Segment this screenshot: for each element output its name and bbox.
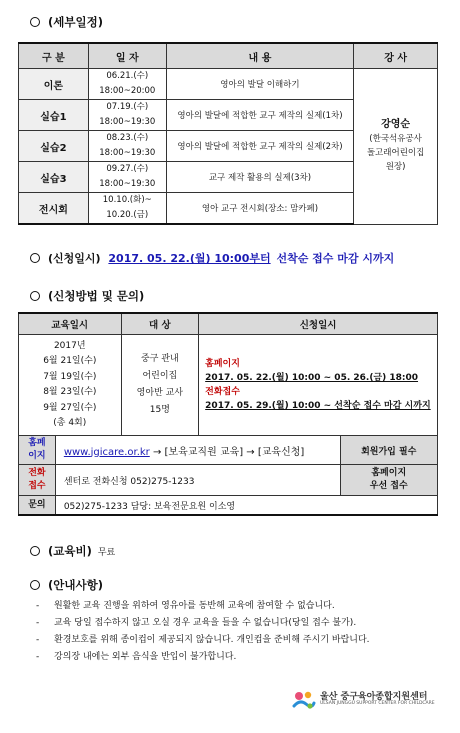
section-schedule-title: (세부일정) bbox=[30, 14, 103, 30]
header-date: 일 자 bbox=[88, 43, 166, 69]
apply-start-date: 2017. 05. 22.(월) 10:00부터 bbox=[108, 252, 271, 265]
edu-dates-cell: 2017년 6월 21일(수) 7월 19일(수) 8월 23일(수) 9월 27일(수) (총 4회) bbox=[19, 335, 122, 436]
homepage-link[interactable]: www.jgicare.or.kr bbox=[63, 446, 150, 458]
circle-bullet-icon bbox=[30, 546, 40, 556]
header-edu-date: 교육일시 bbox=[19, 313, 122, 335]
row-content: 영아의 발달에 적합한 교구 제작의 실제(1차) bbox=[166, 100, 353, 131]
inquiry-row bbox=[19, 496, 438, 516]
list-item: - 강의장 내에는 외부 음식을 반입이 불가합니다. bbox=[36, 652, 237, 662]
phone-row bbox=[19, 465, 438, 496]
phone-apply-label: 전화접수 bbox=[205, 387, 240, 397]
section-fee: (교육비) 무료 bbox=[30, 543, 115, 559]
phone-apply-period: 2017. 05. 29.(월) 10:00 ~ 선착순 접수 마감 시까지 bbox=[205, 401, 431, 411]
header-lecturer: 강 사 bbox=[354, 43, 438, 69]
list-item: - 교육 당일 접수하지 않고 오실 경우 교육을 들을 수 없습니다(당일 접수 불가). bbox=[36, 618, 357, 628]
center-logo-subtitle: ULSAN JUNGGU SUPPORT CENTER FOR CHILDCARE bbox=[320, 701, 435, 706]
apply-period-cell bbox=[199, 335, 438, 436]
circle-bullet-icon bbox=[30, 17, 40, 27]
table-row bbox=[19, 69, 438, 100]
signup-required-note: 회원가입 필수 bbox=[340, 436, 438, 465]
row-name: 전시회 bbox=[19, 193, 89, 225]
header-content: 내 용 bbox=[166, 43, 353, 69]
circle-bullet-icon bbox=[30, 253, 40, 263]
inquiry-label: 문의 bbox=[19, 496, 56, 516]
section-apply-method-title: (신청방법 및 문의) bbox=[30, 288, 144, 304]
row-name: 실습2 bbox=[19, 131, 89, 162]
row-name: 이론 bbox=[19, 69, 89, 100]
row-content: 영아의 발달 이해하기 bbox=[166, 69, 353, 100]
apply-deadline-text: 선착순 접수 마감 시까지 bbox=[276, 252, 395, 265]
phone-label: 전화 접수 bbox=[19, 465, 56, 496]
circle-bullet-icon bbox=[30, 291, 40, 301]
home-apply-label: 홈페이지 bbox=[205, 359, 240, 369]
schedule-header-row bbox=[19, 43, 438, 69]
lecturer-name: 강영순 bbox=[381, 119, 411, 131]
apply-table bbox=[18, 312, 438, 516]
row-date: 10.10.(화)~ 10.20.(금) bbox=[88, 193, 166, 225]
row-content: 영아 교구 전시회(장소: 맘카페) bbox=[166, 193, 353, 225]
row-content: 교구 제작 활용의 실제(3차) bbox=[166, 162, 353, 193]
row-date: 08.23.(수) 18:00~19:30 bbox=[88, 131, 166, 162]
homepage-row bbox=[19, 436, 438, 465]
notice-list bbox=[36, 598, 370, 666]
apply-header-row bbox=[19, 313, 438, 335]
schedule-table bbox=[18, 42, 438, 225]
row-name: 실습1 bbox=[19, 100, 89, 131]
phone-apply-text: 센터로 전화신청 052)275-1233 bbox=[55, 465, 340, 496]
center-logo-name: 울산 중구육아종합지원센터 bbox=[320, 692, 428, 702]
home-apply-period: 2017. 05. 22.(월) 10:00 ~ 05. 26.(금) 18:00 bbox=[205, 373, 419, 383]
row-date: 09.27.(수) 18:00~19:30 bbox=[88, 162, 166, 193]
row-content: 영아의 발달에 적합한 교구 제작의 실제(2차) bbox=[166, 131, 353, 162]
homepage-path bbox=[55, 436, 340, 465]
row-date: 06.21.(수) 18:00~20:00 bbox=[88, 69, 166, 100]
row-name: 실습3 bbox=[19, 162, 89, 193]
header-target: 대 상 bbox=[121, 313, 199, 335]
fee-value: 무료 bbox=[97, 548, 116, 558]
homepage-menu-path: → [보육교직원 교육] → [교육신청] bbox=[152, 446, 305, 458]
homepage-label: 홈페 이지 bbox=[19, 436, 56, 465]
list-item: - 원활한 교육 진행을 위하여 영유아를 동반해 교육에 참여할 수 없습니다. bbox=[36, 601, 335, 611]
center-logo-icon bbox=[292, 688, 316, 712]
row-date: 07.19.(수) 18:00~19:30 bbox=[88, 100, 166, 131]
circle-bullet-icon bbox=[30, 580, 40, 590]
homepage-priority-note: 홈페이지 우선 접수 bbox=[340, 465, 438, 496]
lecturer-cell: 강영순 (한국석유공사 돌고래어린이집 원장) bbox=[354, 69, 438, 225]
target-cell: 중구 관내 어린이집 영아반 교사 15명 bbox=[121, 335, 199, 436]
list-item: - 환경보호를 위해 종이컵이 제공되지 않습니다. 개인컵을 준비해 주시기 바랍니다. bbox=[36, 635, 370, 645]
header-apply-date: 신청일시 bbox=[199, 313, 438, 335]
section-apply-date: (신청일시) 2017. 05. 22.(월) 10:00부터 선착순 접수 마감 시까지 bbox=[30, 250, 394, 266]
apply-info-row bbox=[19, 335, 438, 436]
section-notice-title: (안내사항) bbox=[30, 577, 103, 593]
inquiry-text: 052)275-1233 담당: 보육전문요원 이소영 bbox=[55, 496, 437, 516]
header-category: 구 분 bbox=[19, 43, 89, 69]
